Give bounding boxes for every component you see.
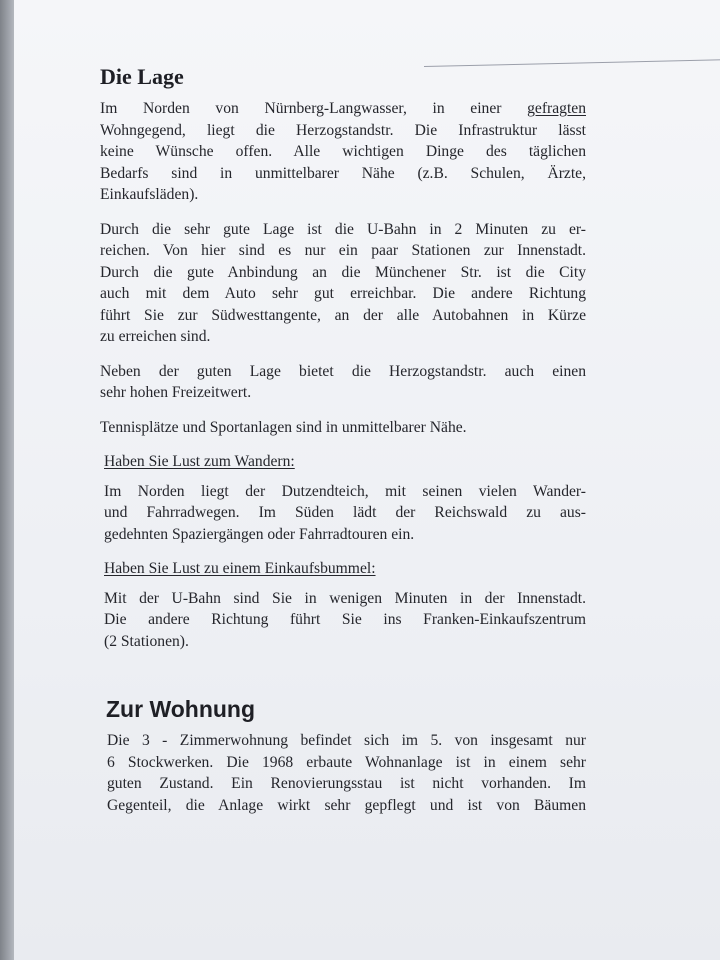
subheading-einkauf <box>104 558 586 580</box>
text-line: Neben der guten Lage bietet die Herzogstandstr. auch einen <box>100 362 586 380</box>
text-line: Im Norden liegt der Dutzendteich, mit seinen vielen Wander- <box>104 482 586 500</box>
paragraph-freizeitwert <box>100 361 586 404</box>
text-line: Im Norden von Nürnberg-Langwasser, in einer gefragten <box>100 100 586 117</box>
text-line: Die 3 - Zimmerwohnung befindet sich im 5. von insgesamt nur <box>107 732 586 749</box>
text-line: Einkaufsläden). <box>100 186 199 203</box>
text-line: Wohngegend, liegt die Herzogstandstr. Die Infrastruktur lässt <box>100 121 586 139</box>
text-line: Durch die gute Anbindung an die Münchener Str. ist die City <box>100 263 586 281</box>
section-title-wohnung: Zur Wohnung <box>106 696 256 722</box>
text-line: gedehnten Spaziergängen oder Fahrradtouren ein. <box>104 525 415 543</box>
underlined-word: gefragten <box>527 100 586 117</box>
text-line: guten Zustand. Ein Renovierungsstau ist nicht vorhanden. Im <box>107 775 586 792</box>
paragraph-tennis <box>100 417 586 439</box>
text-line: keine Wünsche offen. Alle wichtigen Dinge des täglichen <box>100 143 586 160</box>
text-line: zu erreichen sind. <box>100 328 211 345</box>
text-line: Bedarfs sind in unmittelbarer Nähe (z.B. Schulen, Ärzte, <box>100 164 586 182</box>
text-line: und Fahrradwegen. Im Süden lädt der Reichswald zu aus- <box>104 504 586 521</box>
text-line: sehr hohen Freizeitwert. <box>100 384 252 401</box>
subheading-text: Haben Sie Lust zu einem Einkaufsbummel: <box>104 560 376 577</box>
paragraph-lage-intro <box>100 98 586 206</box>
text-line: führt Sie zur Südwesttangente, an der alle Autobahnen in Kürze <box>100 306 586 324</box>
subheading-wandern <box>104 451 586 473</box>
paragraph-einkauf <box>104 588 586 653</box>
text-line: Tennisplätze und Sportanlagen sind in unmittelbarer Nähe. <box>100 418 467 436</box>
paragraph-wohnung <box>107 730 586 816</box>
text-line: Mit der U-Bahn sind Sie in wenigen Minuten in der Innenstadt. <box>104 589 586 607</box>
text-line: reichen. Von hier sind es nur ein paar Stationen zur Innenstadt. <box>100 242 586 259</box>
document-content <box>100 62 586 829</box>
text-line: Gegenteil, die Anlage wirkt sehr gepflegt und ist von Bäumen <box>107 796 586 814</box>
text-line: auch mit dem Auto sehr gut erreichbar. Die andere Richtung <box>100 285 586 302</box>
paragraph-ubahn <box>100 219 586 348</box>
text-line: (2 Stationen). <box>104 632 189 650</box>
text-line: 6 Stockwerken. Die 1968 erbaute Wohnanlage ist in einem sehr <box>107 753 586 771</box>
paragraph-wandern <box>104 481 586 546</box>
subheading-text: Haben Sie Lust zum Wandern: <box>104 453 295 470</box>
text-line: Die andere Richtung führt Sie ins Franken-Einkaufszentrum <box>104 611 586 628</box>
section-title-lage: Die Lage <box>100 64 184 89</box>
text-line: Durch die sehr gute Lage ist die U-Bahn in 2 Minuten zu er- <box>100 220 586 238</box>
